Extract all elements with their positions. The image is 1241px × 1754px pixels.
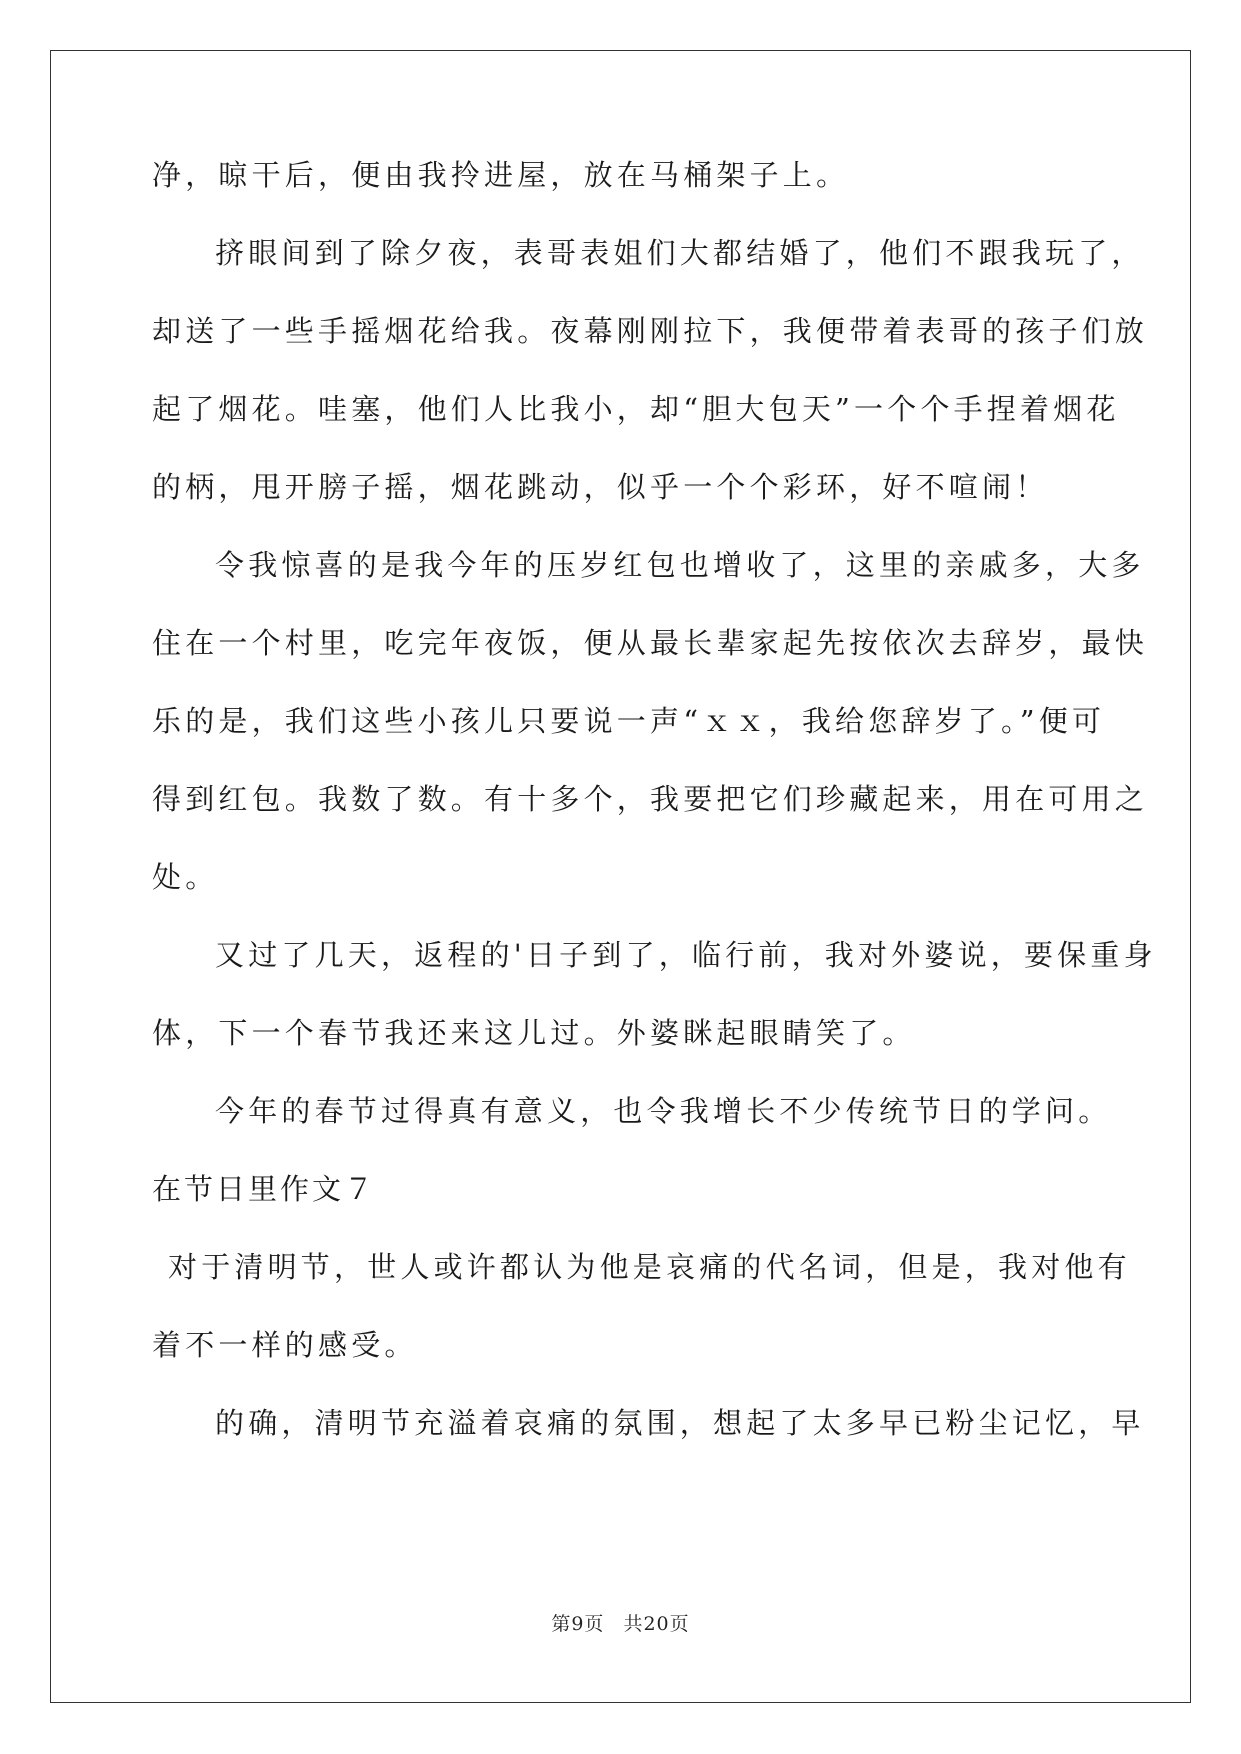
text-line: 净，晾干后，便由我拎进屋，放在马桶架子上。 xyxy=(152,158,850,192)
text-line: 却送了一些手摇烟花给我。夜幕刚刚拉下，我便带着表哥的孩子们放 xyxy=(152,314,1149,348)
page-border xyxy=(50,50,1191,1703)
text-line: 住在一个村里，吃完年夜饭，便从最长辈家起先按依次去辞岁，最快 xyxy=(152,626,1149,660)
page-footer xyxy=(0,1612,1241,1636)
paragraph-start: 挤眼间到了除夕夜，表哥表姐们大都结婚了，他们不跟我玩了， xyxy=(215,236,1145,270)
paragraph-start: 又过了几天，返程的'日子到了，临行前，我对外婆说，要保重身 xyxy=(215,938,1157,972)
page-total: 共20页 xyxy=(623,1613,690,1635)
paragraph-start: 令我惊喜的是我今年的压岁红包也增收了，这里的亲戚多，大多 xyxy=(215,548,1145,582)
text-line: 起了烟花。哇塞，他们人比我小，却“胆大包天”一个个手捏着烟花 xyxy=(152,392,1120,426)
text-line: 处。 xyxy=(152,860,219,894)
paragraph-start: 今年的春节过得真有意义，也令我增长不少传统节日的学问。 xyxy=(215,1094,1112,1128)
paragraph-start: 对于清明节，世人或许都认为他是哀痛的代名词，但是，我对他有 xyxy=(168,1250,1131,1284)
page-number: 第9页 xyxy=(551,1613,605,1635)
text-line: 乐的是，我们这些小孩儿只要说一声“ｘｘ，我给您辞岁了。”便可 xyxy=(152,704,1106,738)
text-line: 着不一样的感受。 xyxy=(152,1328,418,1362)
text-line: 体，下一个春节我还来这儿过。外婆眯起眼睛笑了。 xyxy=(152,1016,916,1050)
text-line: 的柄，甩开膀子摇，烟花跳动，似乎一个个彩环，好不喧闹！ xyxy=(152,470,1049,504)
section-heading: 在节日里作文７ xyxy=(152,1172,377,1206)
text-line: 得到红包。我数了数。有十多个，我要把它们珍藏起来，用在可用之 xyxy=(152,782,1149,816)
paragraph-start: 的确，清明节充溢着哀痛的氛围，想起了太多早已粉尘记忆，早 xyxy=(215,1406,1145,1440)
